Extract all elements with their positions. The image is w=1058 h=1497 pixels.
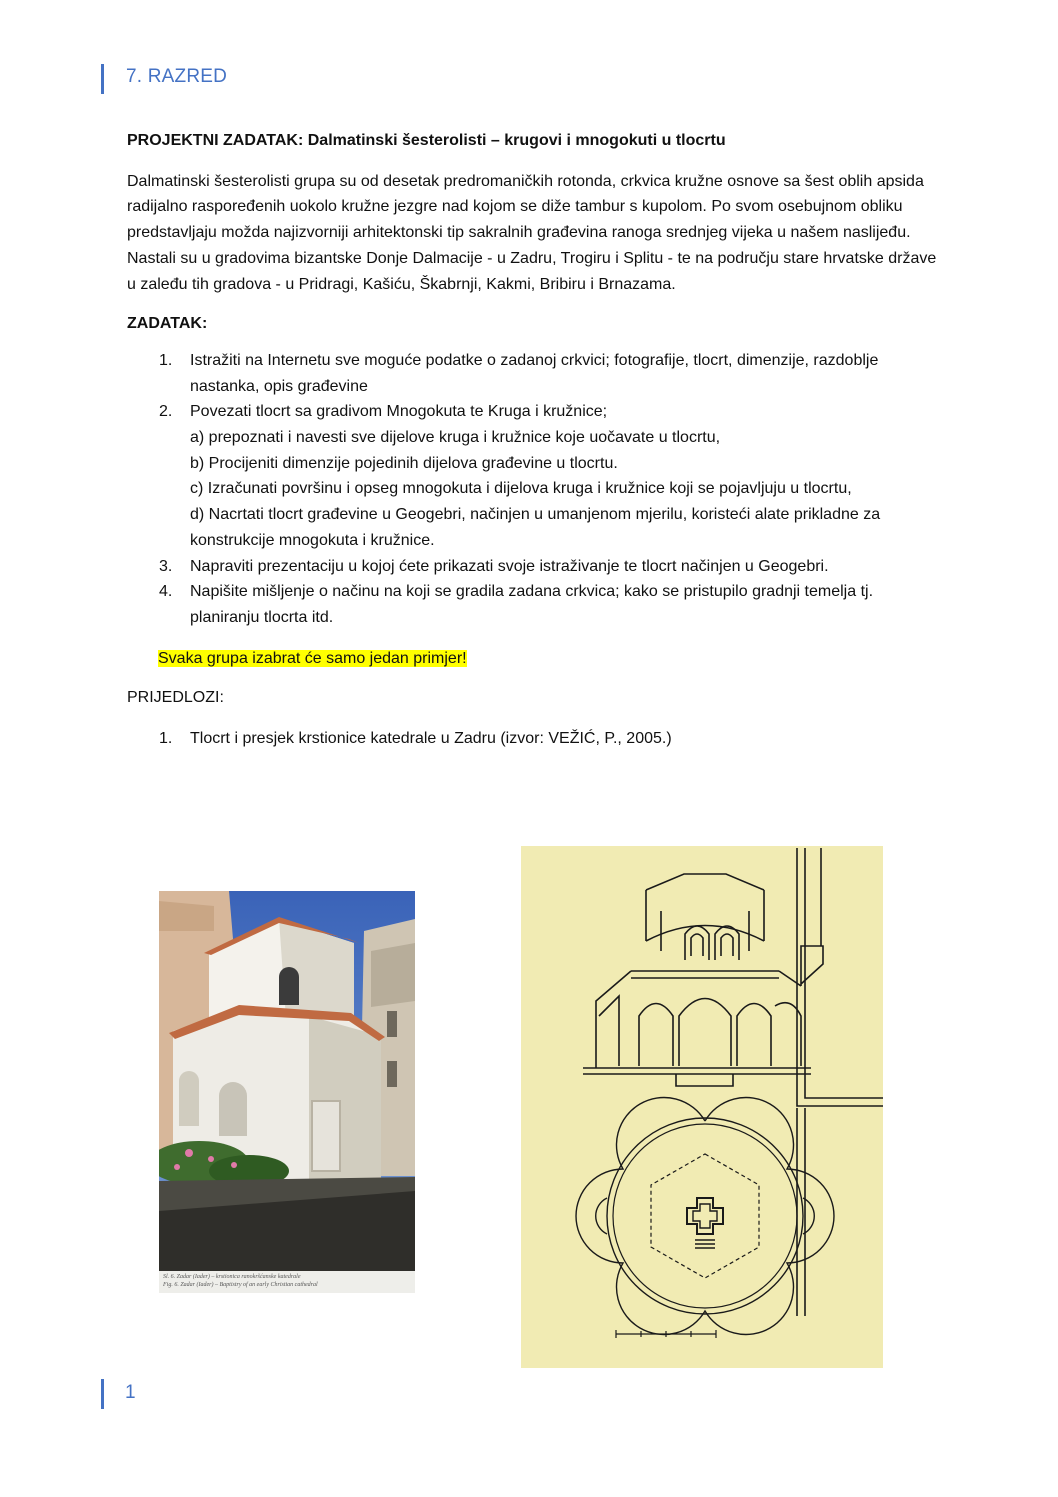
photo-caption-1: Sl. 6. Zadar (Iader) – krstionica ranokršćanske katedrale (163, 1274, 301, 1280)
task-item: 2. Povezati tlocrt sa gradivom Mnogokuta te Kruga i kružnice; a) prepoznati i navesti sve dijelove kruga i kružnice koje uočavate u tlocrtu, b) Procijeniti dimenzije pojedinih dijelova građevine u tlocrtu. c) Izračunati površinu i opseg mnogokuta i dijelova kruga i kružnice koji se pojavljuju u tlocrtu, d) Nacrtati tlocrt građevine u Geogebri, načinjen u umanjenom mjerilu, koristeći alate prikladne za konstrukcije mnogokuta i kružnice. (127, 399, 937, 553)
document-title: PROJEKTNI ZADATAK: Dalmatinski šesterolisti – krugovi i mnogokuti u tlocrtu (127, 132, 726, 149)
intro-paragraph: Dalmatinski šesterolisti grupa su od desetak predromaničkih rotonda, crkvica kružne osnove sa šest oblih apsida radijalno raspoređenih uokolo kružne jezgre nad kojom se diže tambur s kupolom. Po svom osebujnom obliku predstavljaju možda najizvorniji arhitektonski tip sakralnih građevina ranoga srednjeg vijeka u našem naslijeđu. Nastali su u gradovima bizantske Donje Dalmacije - u Zadru, Trogiru i Splitu - te na području stare hrvatske države u zaleđu tih gradova - u Pridragi, Kašiću, Škabrnji, Kakmi, Bribiru i Brnazama. (127, 172, 937, 293)
task-text: Istražiti na Internetu sve moguće podatke o zadanoj crkvici; fotografije, tlocrt, dimenzije, razdoblje nastanka, opis građevine (190, 351, 879, 395)
task-item: 1. Istražiti na Internetu sve moguće podatke o zadanoj crkvici; fotografije, tlocrt, dimenzije, razdoblje nastanka, opis građevine (159, 351, 879, 395)
baptistery-plan-drawing (521, 846, 883, 1368)
suggestions-heading: PRIJEDLOZI: (127, 689, 224, 707)
footer-accent-bar (101, 1379, 104, 1409)
baptistery-photo (159, 891, 415, 1293)
task-heading: ZADATAK: (127, 315, 208, 333)
suggestion-text: Tlocrt i presjek krstionice katedrale u Zadru (izvor: VEŽIĆ, P., 2005.) (190, 730, 672, 748)
suggestion-item: 1. Tlocrt i presjek krstionice katedrale u Zadru (izvor: VEŽIĆ, P., 2005.) (159, 730, 672, 748)
document-body (127, 128, 937, 752)
header-title: 7. RAZRED (126, 66, 228, 87)
task-text: Napišite mišljenje o načinu na koji se gradila zadana crkvica; kako se pristupilo gradnji temelja tj. planiranju tlocrta itd. (190, 583, 874, 626)
task-item: 4. Napišite mišljenje o načinu na koji se gradila zadana crkvica; kako se pristupilo gradnji temelja tj. planiranju tlocrta itd. (159, 583, 874, 626)
task-list (127, 348, 937, 631)
page-number: 1 (125, 1382, 136, 1403)
subtask-b: b) Procijeniti dimenzije pojedinih dijelova građevine u tlocrtu. (190, 454, 618, 472)
subtask-c: c) Izračunati površinu i opseg mnogokuta i dijelova kruga i kružnice koji se pojavljuju u tlocrtu, (190, 480, 852, 498)
subtask-a: a) prepoznati i navesti sve dijelove kruga i kružnice koje uočavate u tlocrtu, (190, 429, 721, 447)
highlighted-note: Svaka grupa izabrat će samo jedan primjer! (158, 649, 467, 667)
photo-caption-2: Fig. 6. Zadar (Iader) – Baptistry of an early Christian cathedral (163, 1282, 318, 1288)
task-text: Napraviti prezentaciju u kojoj ćete prikazati svoje istraživanje te tlocrt načinjen u Geogebri. (190, 557, 829, 575)
task-text: Povezati tlocrt sa gradivom Mnogokuta te Kruga i kružnice; (190, 403, 608, 421)
suggestions-list (127, 726, 937, 752)
plan-section-drawing (521, 846, 883, 1368)
baptistery-photo-image (159, 891, 415, 1293)
subtask-d: d) Nacrtati tlocrt građevine u Geogebri, načinjen u umanjenom mjerilu, koristeći alate prikladne za konstrukcije mnogokuta i kružnice. (190, 506, 881, 549)
highlight-line (158, 646, 937, 672)
task-item: 3. Napraviti prezentaciju u kojoj ćete prikazati svoje istraživanje te tlocrt načinjen u Geogebri. (159, 557, 829, 575)
header-accent-bar (101, 64, 104, 94)
